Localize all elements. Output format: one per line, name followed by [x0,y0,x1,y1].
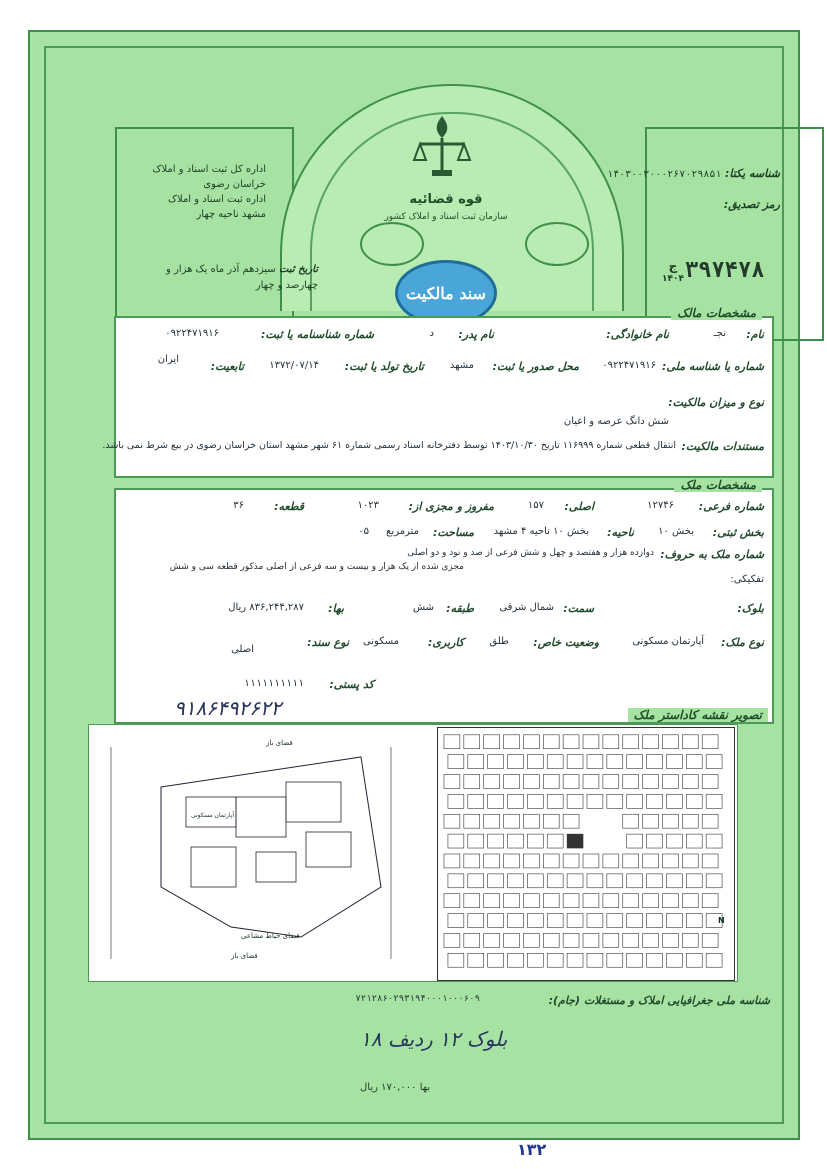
parcel-cell [547,794,563,808]
name-value: نجـ [713,328,726,339]
parcel-cell [623,854,639,868]
left-header-panel [115,127,294,341]
parcel-cell [647,834,663,848]
letter-no-label: شماره ملک به حروف: [660,548,764,561]
parcel-cell [508,914,524,928]
parcel-cell [662,854,678,868]
parcel-cell [527,953,543,967]
issue-date [118,262,318,294]
plan-label-1: فضای باز [266,739,293,747]
id-no-value: ۰۹۲۲۴۷۱۹۱۶ [165,328,219,339]
parcel-cell [702,854,718,868]
parcel-cell [686,874,702,888]
handwritten-block: بلوک ۱۲ ردیف ۱۸ [360,1027,508,1051]
area-unit: مترمربع [386,526,419,537]
parcel-cell [444,775,460,789]
parcel-cell [448,914,464,928]
office-line-2: خراسان رضوی [203,179,266,190]
parcel-cell [448,874,464,888]
price-value: ۸۳۶,۲۴۴,۲۸۷ ریال [228,602,304,613]
parcel-cell [488,755,504,769]
issue-place-label: محل صدور یا ثبت: [492,360,579,373]
main-value: ۱۵۷ [527,500,544,511]
special-value: طلق [489,636,509,647]
postal-value: ۱۱۱۱۱۱۱۱۱۱ [243,678,304,689]
issue-date-value: سیزدهم آذر ماه یک هزار و [165,264,276,275]
national-id-label: شماره یا شناسه ملی: [661,360,764,373]
parcel-cell [504,775,520,789]
owner-section-title: مشخصات مالک [671,306,762,320]
parcel-cell [508,953,524,967]
geo-id-row [100,994,770,1016]
parcel-cell [444,735,460,749]
parcel-cell [607,953,623,967]
parcel-cell [706,834,722,848]
parcel-cell [643,933,659,947]
parcel-cell [702,814,718,828]
parcel-cell [702,735,718,749]
parcel-cell [607,874,623,888]
office-line-3: اداره ثبت اسناد و املاک [168,194,266,205]
parcel-cell [484,775,500,789]
parcel-cell [627,794,643,808]
parcel-cell [488,874,504,888]
parcel-cell [666,834,682,848]
id-no-label: شماره شناسنامه یا ثبت: [260,328,374,341]
property-section [114,478,774,724]
direction-value: شمال شرقی [499,602,554,613]
parcel-cell [647,953,663,967]
parcel-cell [563,894,579,908]
nationality-value: ایران [157,354,179,365]
owner-section [102,306,774,478]
floral-ornament-right [525,222,589,266]
parcel-cell [686,914,702,928]
parcel-cell [643,775,659,789]
parcel-cell [488,953,504,967]
parcel-cell [484,814,500,828]
price-label: بها: [328,602,344,615]
parcel-cell [464,933,480,947]
property-row-5 [124,602,764,624]
parcel-cell [686,755,702,769]
parcel-cell [662,735,678,749]
parcel-cell [464,735,480,749]
certificate-frame [28,30,800,1140]
parcel-cell [527,874,543,888]
serial-series [662,260,684,286]
parcel-cell [623,933,639,947]
page-number: ۱۳۲ [517,1140,547,1159]
region-value: بخش ۱۰ ناحیه ۴ مشهد [493,526,589,537]
letter-no-value-2: مجزی شده از یک هزار و بیست و سه فرعی از اصلی مذکور قطعه سی و شش [169,562,464,572]
serial-year: ۱۴۰۴ [662,274,684,284]
parcel-cell [464,775,480,789]
registry-office [116,162,266,222]
parcel-cell [523,854,539,868]
parcel-cell [488,914,504,928]
tracking-label: رمز تصدیق: [723,198,780,211]
parcel-cell [583,933,599,947]
geo-id-value: ۷۲۱۲۸۶۰۲۹۳۱۹۴۰۰۰۱۰۰۰۶۰۹ [355,994,480,1004]
parcel-cell [587,755,603,769]
parcel-cell [543,894,559,908]
parcel-cell [484,894,500,908]
separation-label: تفکیکی: [730,574,764,585]
office-line-4: مشهد ناحیه چهار [196,209,266,220]
type-value: آپارتمان مسکونی [632,636,704,647]
block-label: بلوک: [737,602,764,615]
docs-value: انتقال قطعی شماره ۱۱۶۹۹۹ تاریخ ۱۴۰۳/۱۰/۳۰ توسط دفترخانه اسناد رسمی شماره ۶۱ شهر مشهد استان خراسان رضوی در بیع شرط نمی باشد. [102,440,676,451]
floor-value: شش [412,602,434,613]
docs-label: مستندات مالکیت: [681,440,764,453]
usage-value: مسکونی [362,636,399,647]
parcel-cell [666,953,682,967]
plan-label-4: فضای حیاط مشاعی [241,932,300,940]
parcel-cell [587,914,603,928]
special-label: وضعیت خاص: [533,636,599,649]
plan-label-3: فضای باز [231,952,258,960]
parcel-cell [682,894,698,908]
birth-date-value: ۱۳۷۲/۰۷/۱۴ [269,360,319,371]
parcel-cell [484,933,500,947]
parcel-cell [444,933,460,947]
parcel-cell [666,914,682,928]
parcel-cell [706,794,722,808]
serial-number: ۳۹۷۴۷۸ [685,258,765,283]
price-stamp: بها ۱۷۰,۰۰۰ ریال [360,1082,431,1093]
parcel-cell [666,874,682,888]
birth-date-label: تاریخ تولد یا ثبت: [344,360,424,373]
parcel-cell [484,735,500,749]
parcel-cell [603,854,619,868]
father-value: د [429,328,434,339]
parcel-cell [523,933,539,947]
parcel-cell [504,854,520,868]
property-row-2 [124,526,764,548]
office-line-1: اداره کل ثبت اسناد و املاک [152,164,266,175]
parcel-cell [523,814,539,828]
doc-type-label: نوع سند: [307,636,349,649]
parcel-map [437,727,735,981]
parcel-cell [563,775,579,789]
property-row-1 [124,500,764,522]
map-section-title: تصویر نقشه کاداستر ملک [628,708,768,722]
parcel-cell [563,854,579,868]
usage-label: کاربری: [427,636,464,649]
parcel-cell [583,894,599,908]
parcel-cell [468,834,484,848]
parcel-cell [607,914,623,928]
property-row-4 [124,574,764,596]
parcel-cell [523,894,539,908]
parcel-cell [583,735,599,749]
floral-ornament-left [360,222,424,266]
district-label: بخش ثبتی: [712,526,764,539]
sub-value: ۱۲۷۴۶ [647,500,674,511]
parcel-cell [627,755,643,769]
parcel-cell [527,794,543,808]
parcel-cell [623,775,639,789]
parcel-cell [603,735,619,749]
parcel-cell [583,854,599,868]
parcel-cell [484,854,500,868]
parcel-cell [448,834,464,848]
owner-row-1 [124,328,764,350]
share-label: نوع و میزان مالکیت: [668,396,764,409]
org-title: قوه قضائیه [409,192,483,207]
parcel-value: ۳۶ [233,500,244,511]
parcel-cell [547,874,563,888]
parcel-cell [666,794,682,808]
share-value: شش دانگ عرصه و اعیان [563,416,669,427]
parcel-cell [547,953,563,967]
deed-badge: سند مالکیت [395,260,497,326]
parcel-cell [448,794,464,808]
type-label: نوع ملک: [721,636,764,649]
unit-plan [91,727,411,979]
district-value: بخش ۱۰ [658,526,694,537]
parcel-cell [643,854,659,868]
parcel-grid [438,728,732,978]
plan-label-2: آپارتمان مسکونی [191,812,234,819]
issue-place-value: مشهد [449,360,474,371]
parcel-cell [702,775,718,789]
parcel-cell [543,735,559,749]
parcel-cell [623,735,639,749]
parcel-cell [682,735,698,749]
parcel-cell [662,775,678,789]
parcel-cell [567,874,583,888]
parcel-cell [508,874,524,888]
separated-label: مفروز و مجزی از: [408,500,494,513]
parcel-cell [702,894,718,908]
property-row-6 [124,636,764,658]
parcel-cell [543,775,559,789]
main-label: اصلی: [564,500,594,513]
parcel-cell [587,794,603,808]
floor-label: طبقه: [446,602,474,615]
parcel-cell [682,775,698,789]
parcel-cell [468,755,484,769]
parcel-cell [682,814,698,828]
parcel-cell [706,755,722,769]
parcel-cell [583,775,599,789]
parcel-cell [508,755,524,769]
owner-row-3b [124,416,764,438]
parcel-cell [643,894,659,908]
parcel-cell [686,794,702,808]
parcel-cell [444,814,460,828]
parcel-cell [682,933,698,947]
parcel-cell [488,834,504,848]
parcel-cell [567,914,583,928]
parcel-cell [527,834,543,848]
parcel-cell [448,755,464,769]
parcel-cell [603,894,619,908]
direction-label: سمت: [563,602,594,615]
parcel-cell [543,814,559,828]
parcel-cell [504,894,520,908]
parcel-cell [488,794,504,808]
parcel-cell [682,854,698,868]
parcel-cell [504,933,520,947]
parcel-cell [563,814,579,828]
owner-row-4 [102,440,764,462]
family-label: نام خانوادگی: [606,328,669,341]
parcel-cell [662,894,678,908]
serial-letter: ج [668,259,678,273]
parcel-cell [464,814,480,828]
serial-value: ۱۴۰۳۰۰۳۰۰۰۲۶۷۰۲۹۸۵۱ [607,169,722,180]
parcel-cell [627,953,643,967]
parcel-cell [603,775,619,789]
parcel-cell [662,814,678,828]
parcel-cell [627,834,643,848]
parcel-cell [543,854,559,868]
parcel-cell [464,894,480,908]
parcel-cell [448,953,464,967]
postal-label: کد پستی: [329,678,374,691]
parcel-cell [647,794,663,808]
parcel-cell [587,953,603,967]
parcel-cell [523,775,539,789]
parcel-cell [567,794,583,808]
parcel-cell [508,834,524,848]
parcel-cell [563,735,579,749]
parcel-cell [603,933,619,947]
parcel-cell [643,814,659,828]
parcel-cell [567,834,583,848]
property-section-title: مشخصات ملک [674,478,762,492]
letter-no-value: دوازده هزار و هفتصد و چهل و شش فرعی از صد و نود و دو اصلی [407,548,654,558]
serial-label: شناسه یکتا: [724,167,780,180]
parcel-cell [623,814,639,828]
owner-row-2 [124,354,764,382]
parcel-cell [444,854,460,868]
serial-block [580,167,780,211]
doc-type-value: اصلی [231,644,254,655]
parcel-cell [508,794,524,808]
parcel-cell [543,933,559,947]
parcel-cell [662,933,678,947]
parcel-cell [563,933,579,947]
parcel-cell [547,834,563,848]
name-label: نام: [746,328,764,341]
parcel-cell [706,874,722,888]
parcel-cell [666,755,682,769]
parcel-cell [468,794,484,808]
org-subtitle: سازمان ثبت اسناد و املاک کشور [384,212,508,222]
parcel-cell [523,735,539,749]
parcel-cell [504,735,520,749]
parcel-cell [686,953,702,967]
parcel-cell [623,894,639,908]
sub-label: شماره فرعی: [698,500,764,513]
parcel-cell [567,953,583,967]
parcel-cell [587,874,603,888]
issue-date-label: تاریخ ثبت [279,264,318,275]
parcel-cell [627,914,643,928]
parcel-cell [547,914,563,928]
parcel-cell [504,814,520,828]
parcel-cell [647,914,663,928]
parcel-label: قطعه: [274,500,304,513]
area-value: ۰۵ [358,526,369,537]
north-icon: N [718,916,725,925]
parcel-cell [527,914,543,928]
parcel-cell [647,874,663,888]
parcel-cell [702,933,718,947]
parcel-cell [567,755,583,769]
region-label: ناحیه: [607,526,634,539]
parcel-cell [464,854,480,868]
national-id-value: ۰۹۲۲۴۷۱۹۱۶ [602,360,656,371]
owner-row-3 [124,396,764,418]
parcel-cell [686,834,702,848]
parcel-cell [468,953,484,967]
parcel-cell [607,755,623,769]
parcel-cell [444,894,460,908]
parcel-cell [627,874,643,888]
handwritten-phone: ۹۱۸۶۴۹۲۶۲۲ [174,696,282,720]
area-label: مساحت: [432,526,474,539]
parcel-cell [647,755,663,769]
parcel-cell [547,755,563,769]
judiciary-emblem-icon [410,112,474,182]
parcel-cell [607,794,623,808]
parcel-cell [468,874,484,888]
parcel-cell [643,735,659,749]
father-label: نام پدر: [458,328,494,341]
issue-date-value-2: چهارصد و چهار [255,280,318,291]
parcel-cell [706,953,722,967]
separated-value: ۱۰۲۳ [357,500,379,511]
parcel-cell [527,755,543,769]
cadastral-map [88,724,738,982]
nationality-label: تابعیت: [210,360,244,373]
parcel-cell [468,914,484,928]
geo-id-label: شناسه ملی جغرافیایی املاک و مستغلات (جام): [548,994,770,1007]
